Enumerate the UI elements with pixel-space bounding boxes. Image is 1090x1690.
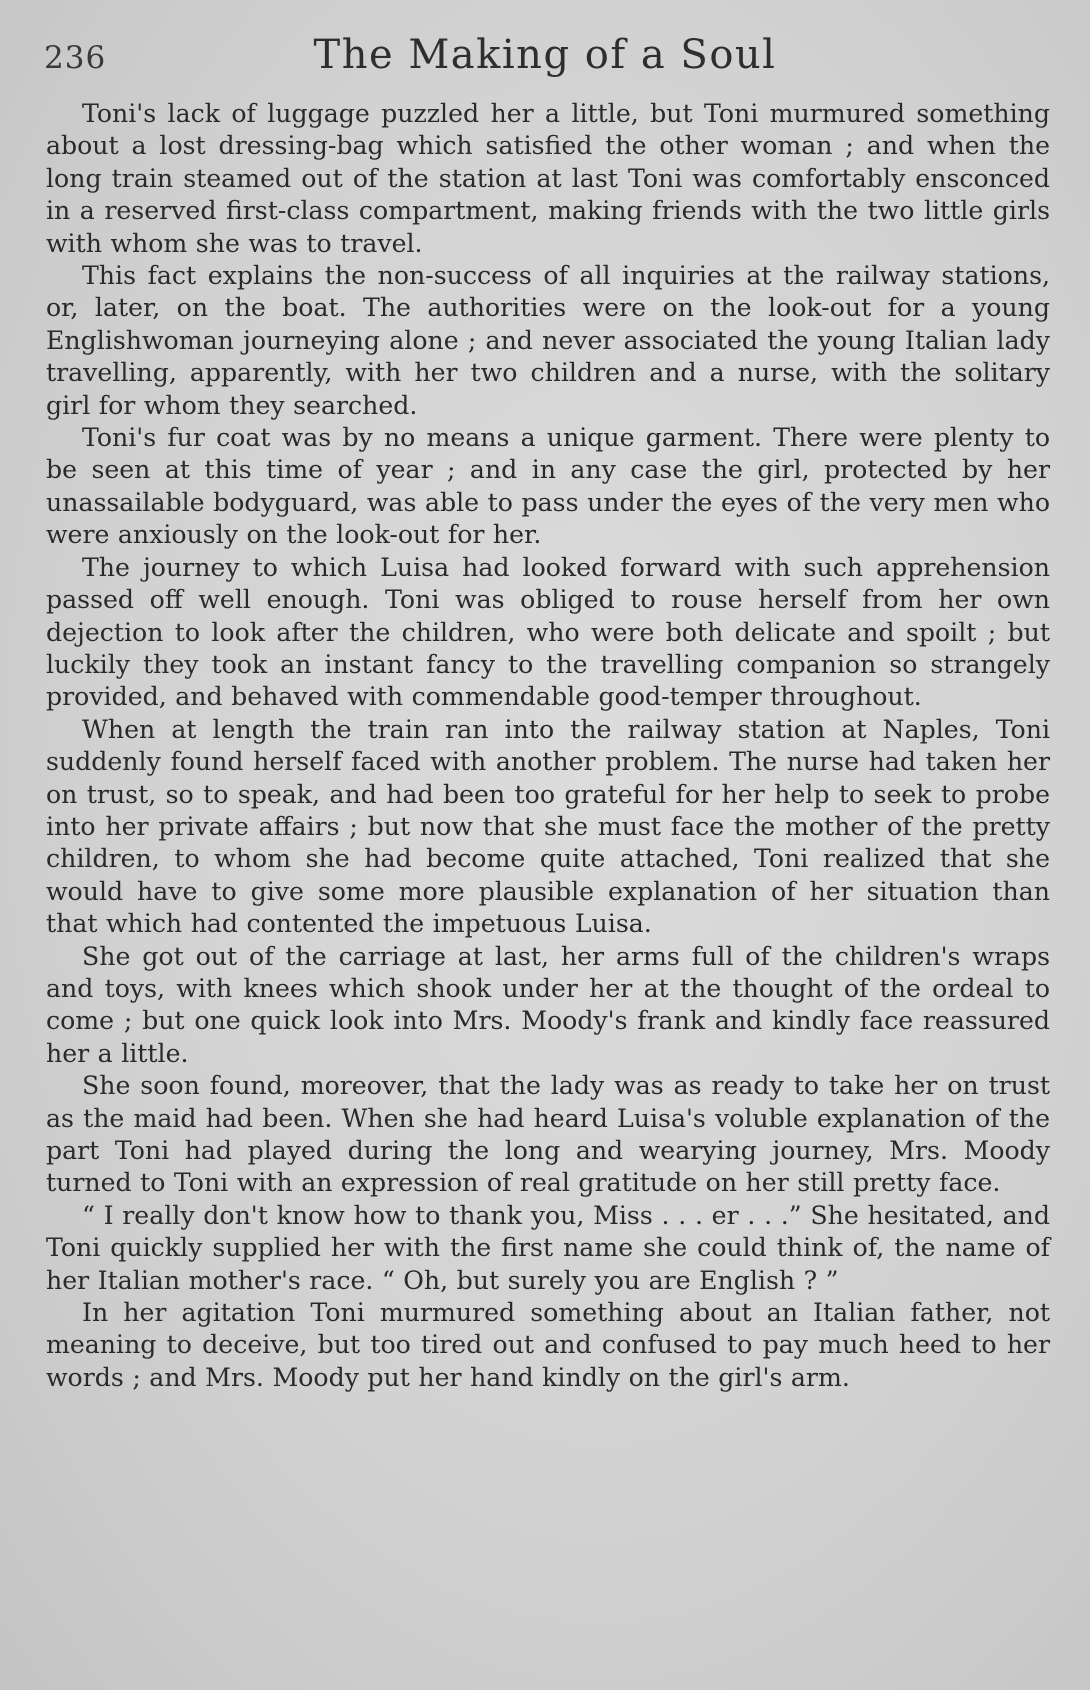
text-body <box>46 98 1050 1394</box>
paragraph: “ I really don't know how to thank you, Miss . . . er . . .” She hesitated, and Toni quickly supplied her with the first name she could think of, the name of her Italian mother's race. “ Oh, but surely you are English ? ” <box>46 1200 1050 1295</box>
running-title: The Making of a Soul <box>313 32 777 78</box>
paragraph: This fact explains the non-success of all inquiries at the railway stations, or, later, on the boat. The authorities were on the look-out for a young Englishwoman journeying alone ; and never associated the young Italian lady travelling, apparently, with her two children and a nurse, with the solitary girl for whom they searched. <box>46 261 1050 420</box>
page-number: 236 <box>44 40 107 76</box>
paragraph: The journey to which Luisa had looked forward with such apprehension passed off well enough. Toni was obliged to rouse herself from her own dejection to look after the children, who were both delicate and spoilt ; but luckily they took an instant fancy to the travelling companion so strangely provided, and behaved with commendable good-temper throughout. <box>46 552 1050 712</box>
page-header <box>40 28 1050 88</box>
paragraph: She soon found, moreover, that the lady was as ready to take her on trust as the maid had been. When she had heard Luisa's voluble explanation of the part Toni had played during the long and wearying journey, Mrs. Moody turned to Toni with an expression of real gratitude on her still pretty face. <box>46 1071 1050 1198</box>
paragraph: In her agitation Toni murmured something about an Italian father, not meaning to deceive, but too tired out and confused to pay much heed to her words ; and Mrs. Moody put her hand kindly on the girl's arm. <box>46 1298 1050 1392</box>
paragraph: When at length the train ran into the railway station at Naples, Toni suddenly found herself faced with another problem. The nurse had taken her on trust, so to speak, and had been too grateful for her help to seek to probe into her private affairs ; but now that she must face the mother of the pretty children, to whom she had become quite attached, Toni realized that she would have to give some more plausible explanation of her situation than that which had contented the impetuous Luisa. <box>46 714 1050 939</box>
paragraph: Toni's fur coat was by no means a unique garment. There were plenty to be seen at this time of year ; and in any case the girl, protected by her unassailable bodyguard, was able to pass under the eyes of the very men who were anxiously on the look-out for her. <box>46 423 1050 550</box>
paragraph: Toni's lack of luggage puzzled her a little, but Toni murmured something about a lost dressing-bag which satisfied the other woman ; and when the long train steamed out of the station at last Toni was comfortably ensconced in a reserved first-class compartment, making friends with the two little girls with whom she was to travel. <box>46 99 1050 258</box>
paragraph: She got out of the carriage at last, her arms full of the children's wraps and toys, with knees which shook under her at the thought of the ordeal to come ; but one quick look into Mrs. Moody's frank and kindly face reassured her a little. <box>46 941 1050 1068</box>
